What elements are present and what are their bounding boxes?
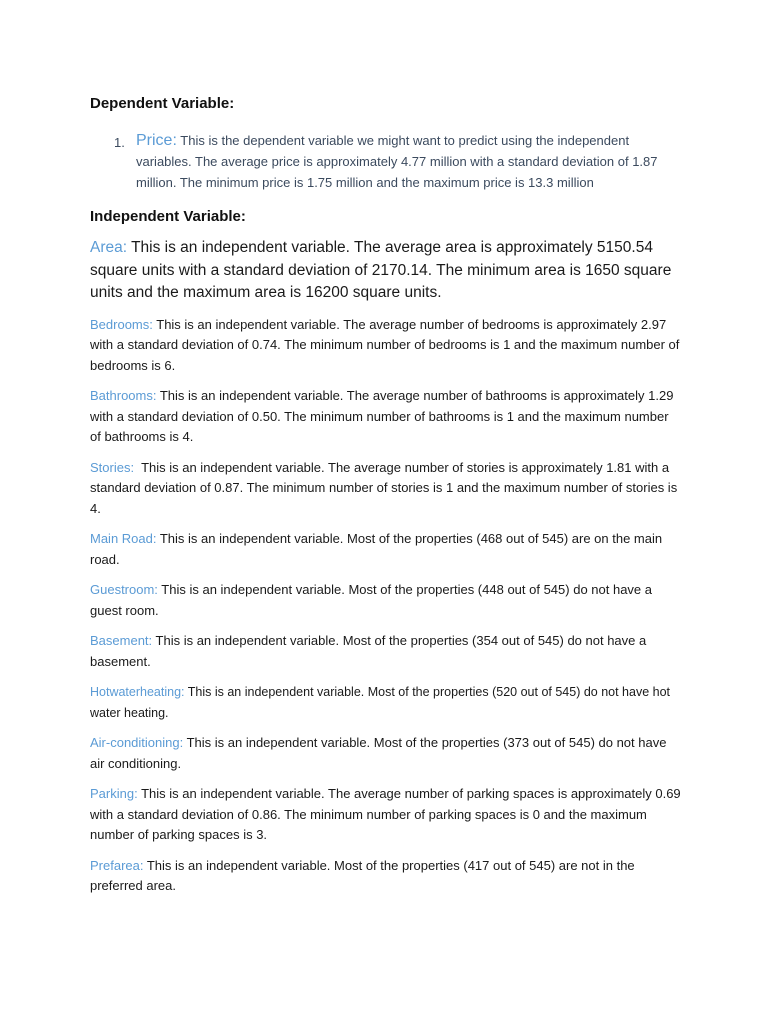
hotwaterheating-text: This is an independent variable. Most of the properties (520 out of 545) do not have hot water heating. bbox=[90, 685, 671, 720]
stories-text: This is an independent variable. The average number of stories is approximately 1.81 with a standard deviation of 0.87. The minimum number of stories is 1 and the maximum number of stories is 4. bbox=[90, 459, 681, 516]
basement-term: Basement: bbox=[90, 633, 153, 648]
area-term: Area: bbox=[90, 239, 128, 256]
hotwaterheating-term: Hotwaterheating: bbox=[90, 685, 185, 699]
area-paragraph bbox=[90, 237, 682, 305]
stories-term: Stories: bbox=[90, 459, 135, 475]
bathrooms-text: This is an independent variable. The average number of bathrooms is approximately 1.29 with a standard deviation of 0.50. The minimum number of bathrooms is 1 and the maximum number of bathrooms is 4. bbox=[90, 388, 674, 444]
bedrooms-term: Bedrooms: bbox=[90, 316, 153, 332]
guestroom-term: Guestroom: bbox=[90, 582, 158, 597]
air-conditioning-paragraph bbox=[90, 733, 682, 774]
bedrooms-paragraph bbox=[90, 315, 682, 377]
document-content bbox=[90, 94, 682, 907]
price-term: Price: bbox=[136, 132, 177, 149]
list-number: 1. bbox=[114, 135, 125, 150]
prefarea-text: This is an independent variable. Most of the properties (417 out of 545) are not in the preferred area. bbox=[90, 857, 635, 893]
basement-paragraph bbox=[90, 631, 682, 672]
dependent-variable-list bbox=[90, 130, 682, 193]
price-description bbox=[136, 130, 682, 193]
air-conditioning-text: This is an independent variable. Most of the properties (373 out of 545) do not have air conditioning. bbox=[90, 735, 667, 771]
guestroom-text: This is an independent variable. Most of the properties (448 out of 545) do not have a guest room. bbox=[90, 582, 652, 618]
parking-term: Parking: bbox=[90, 786, 138, 801]
bathrooms-paragraph bbox=[90, 386, 682, 448]
bedrooms-text: This is an independent variable. The average number of bedrooms is approximately 2.97 with a standard deviation of 0.74. The minimum number of bedrooms is 1 and the maximum number of bedrooms is 6. bbox=[90, 316, 680, 373]
main-road-term: Main Road: bbox=[90, 531, 157, 546]
basement-text: This is an independent variable. Most of the properties (354 out of 545) do not have a basement. bbox=[90, 633, 647, 669]
stories-paragraph bbox=[90, 458, 682, 520]
parking-text: This is an independent variable. The average number of parking spaces is approximately 0.69 with a standard deviation of 0.86. The minimum number of parking spaces is 0 and the maximum number of parking spaces is 3. bbox=[90, 786, 681, 842]
prefarea-paragraph bbox=[90, 856, 682, 897]
price-text: This is the dependent variable we might want to predict using the independent variables. The average price is approximately 4.77 million with a standard deviation of 1.87 million. The minimum price is 1.75 million and the maximum price is 13.3 million bbox=[136, 133, 658, 190]
parking-paragraph bbox=[90, 784, 682, 846]
hotwaterheating-paragraph bbox=[90, 682, 682, 723]
guestroom-paragraph bbox=[90, 580, 682, 621]
main-road-text: This is an independent variable. Most of the properties (468 out of 545) are on the main road. bbox=[90, 531, 663, 567]
area-text: This is an independent variable. The average area is approximately 5150.54 square units with a standard deviation of 2170.14. The minimum area is 1650 square units and the maximum area is 16200 square units. bbox=[90, 239, 672, 301]
prefarea-term: Prefarea: bbox=[90, 857, 144, 873]
bathrooms-term: Bathrooms: bbox=[90, 388, 157, 403]
air-conditioning-term: Air-conditioning: bbox=[90, 735, 184, 750]
main-road-paragraph bbox=[90, 529, 682, 570]
independent-variable-heading: Independent Variable: bbox=[90, 208, 246, 225]
dependent-variable-heading: Dependent Variable: bbox=[90, 95, 235, 112]
